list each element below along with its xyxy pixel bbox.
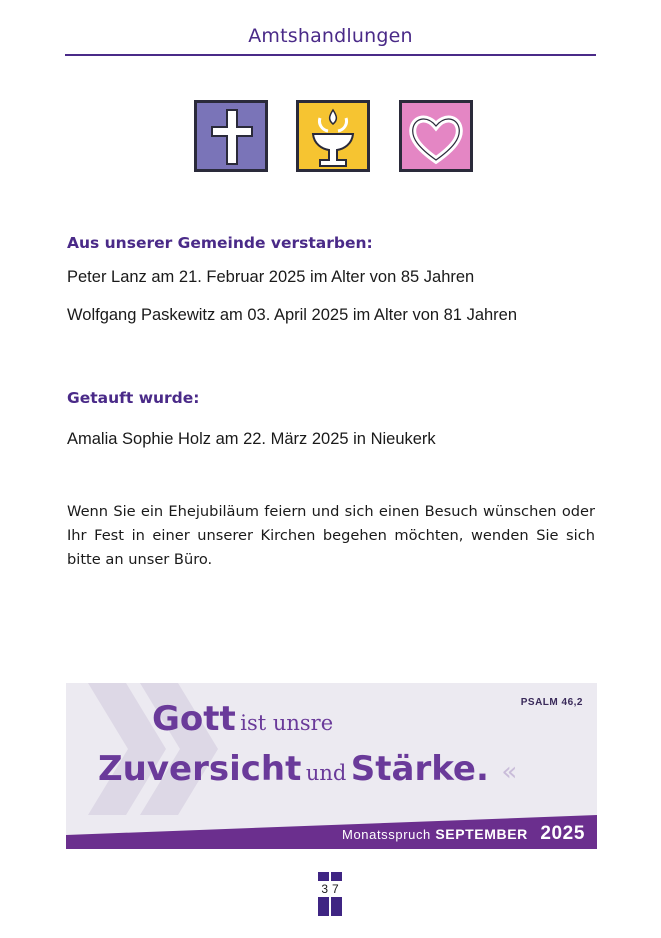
heart-icon <box>399 100 473 172</box>
verse-word-zuversicht: Zuversicht <box>98 749 302 789</box>
verse-word-staerke: Stärke. <box>350 749 489 789</box>
cross-icon <box>194 100 268 172</box>
verse-word-gott: Gott <box>152 699 236 739</box>
baptized-heading: Getauft wurde: <box>67 389 200 407</box>
deceased-entry: Peter Lanz am 21. Februar 2025 im Alter von 85 Jahren <box>67 268 475 286</box>
page-number <box>318 872 342 916</box>
deceased-entry: Wolfgang Paskewitz am 03. April 2025 im Alter von 81 Jahren <box>67 306 518 324</box>
monatsspruch-label <box>342 823 585 845</box>
chalice-icon <box>296 100 370 172</box>
page-digit-2: 7 <box>332 882 339 896</box>
page-number-divider <box>329 872 331 916</box>
verse-line-2 <box>98 749 517 789</box>
verse-word-und: und <box>305 761 347 785</box>
page-digit-1: 3 <box>321 882 328 896</box>
deceased-heading: Aus unserer Gemeinde verstarben: <box>67 234 373 252</box>
band-month-name: SEPTEMBER <box>435 826 528 842</box>
band-year: 2025 <box>540 823 585 844</box>
verse-words-ist-unsre: ist unsre <box>240 711 334 735</box>
page-title: Amtshandlungen <box>248 25 413 47</box>
guillemet-mark: « <box>501 757 518 787</box>
verse-line-1 <box>152 699 333 739</box>
header-divider <box>65 54 596 56</box>
monthly-verse-banner <box>66 683 597 849</box>
psalm-reference: PSALM 46,2 <box>520 697 583 708</box>
band-month-label: Monatsspruch <box>342 827 431 842</box>
baptized-entry: Amalia Sophie Holz am 22. März 2025 in Nieukerk <box>67 430 436 448</box>
monatsspruch-band <box>66 815 597 849</box>
anniversary-notice: Wenn Sie ein Ehejubiläum feiern und sich einen Besuch wünschen oder Ihr Fest in einer unserer Kirchen begehen möchten, wenden Sie sich bitte an unser Büro. <box>67 503 595 568</box>
